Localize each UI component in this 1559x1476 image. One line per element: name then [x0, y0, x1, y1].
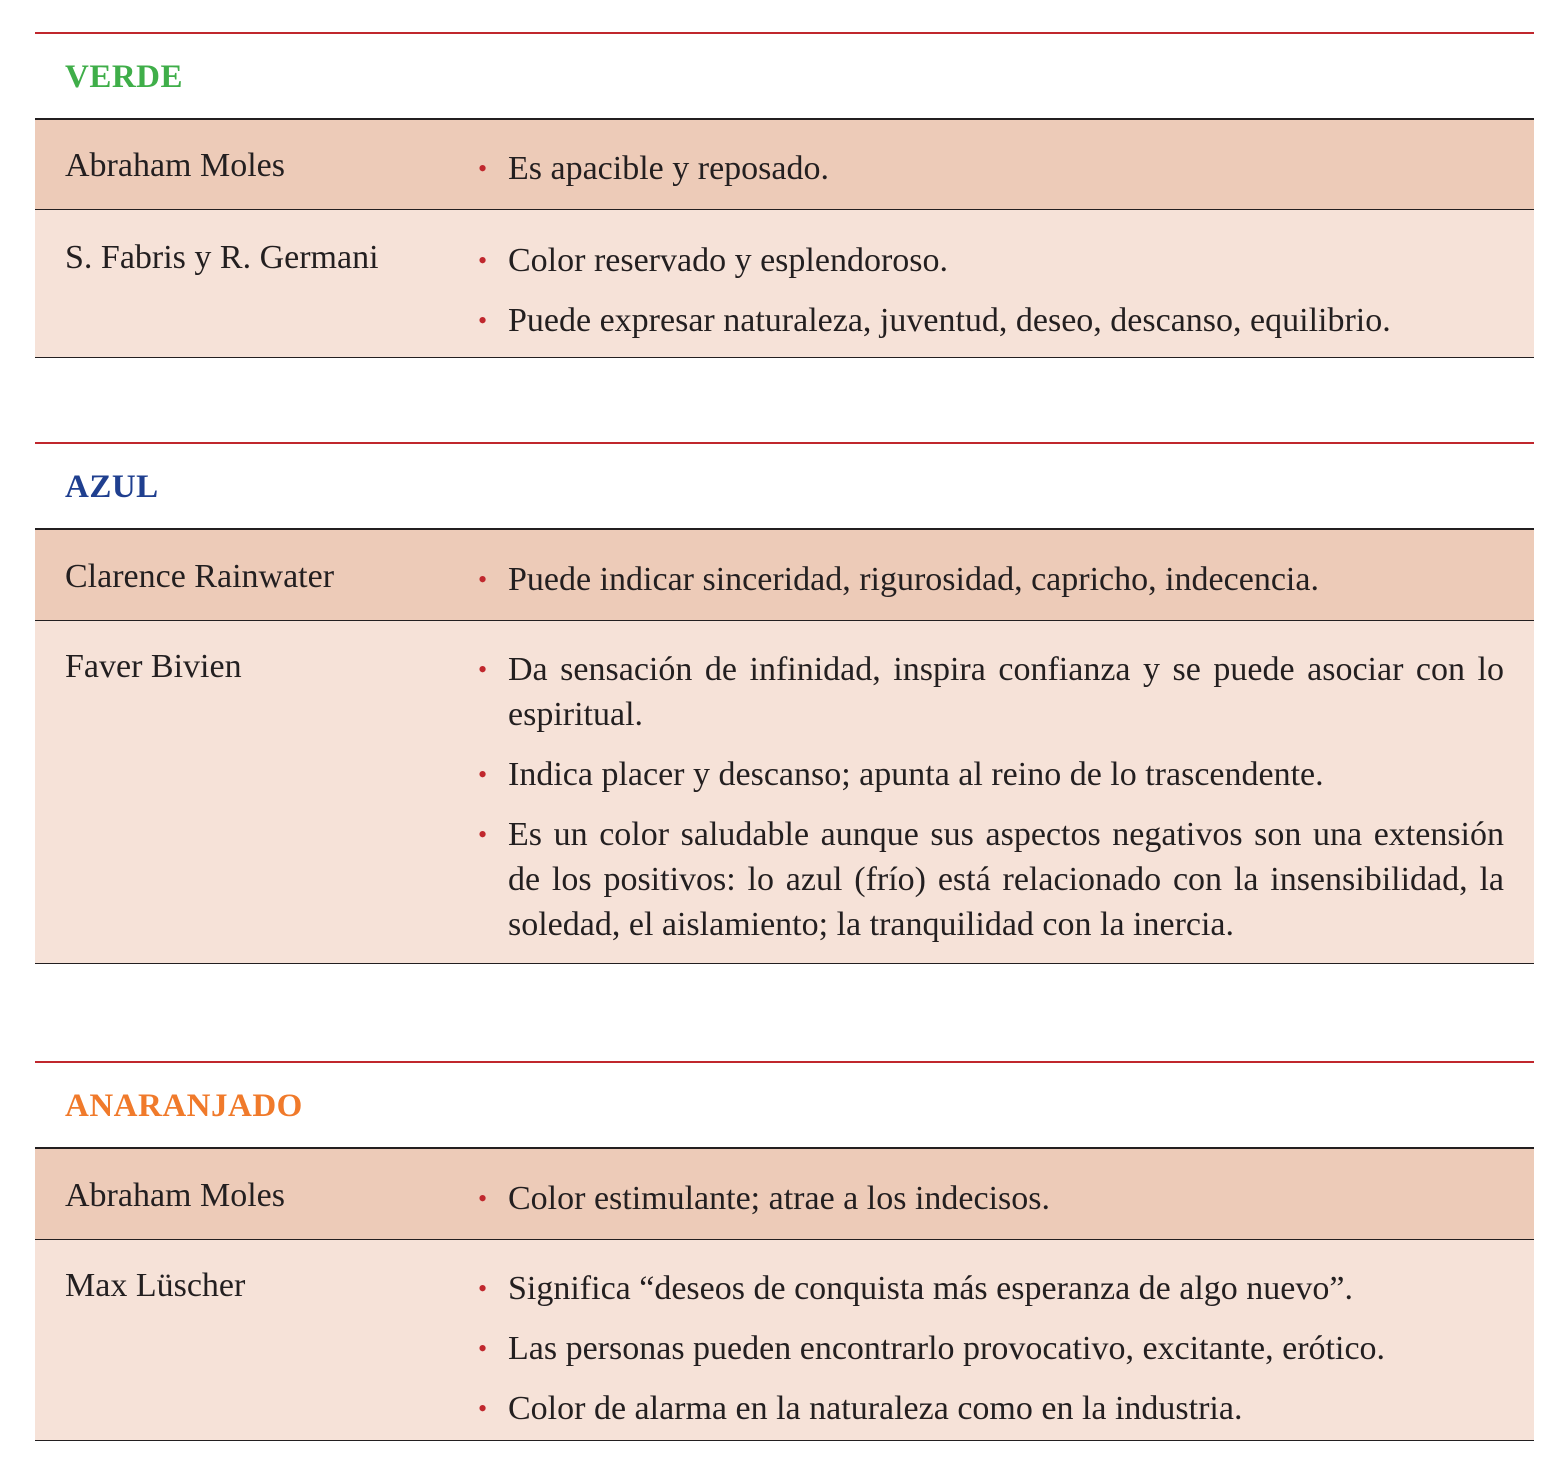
bullet-icon: •	[478, 1334, 488, 1363]
table-row	[35, 530, 1534, 621]
statement-list	[478, 1266, 1534, 1440]
statement-text: Color estimulante; atrae a los indecisos.	[508, 1180, 1050, 1217]
list-item	[478, 238, 1504, 283]
bullet-icon: •	[478, 1394, 488, 1423]
section-verde	[35, 32, 1534, 358]
list-item	[478, 146, 1504, 191]
author-name: Abraham Moles	[65, 1177, 286, 1214]
statement-text: Es un color saludable aunque sus aspectos negativos son una extensión de los positivos: lo azul (frío) está relacionado con la insensibilidad, la soledad, el aislamiento; la tranquilidad con la inercia.	[508, 816, 1504, 943]
statement-text: Es apacible y reposado.	[508, 150, 829, 187]
bullet-icon: •	[478, 565, 488, 594]
table-row	[35, 621, 1534, 964]
author-name: Abraham Moles	[65, 147, 286, 184]
statement-list	[478, 557, 1534, 620]
table-row	[35, 1149, 1534, 1240]
statement-list	[478, 238, 1534, 357]
statement-text: Significa “deseos de conquista más esperanza de algo nuevo”.	[508, 1270, 1353, 1307]
bullet-icon: •	[478, 820, 488, 849]
bullet-icon: •	[478, 1184, 488, 1213]
author-name: Max Lüscher	[65, 1267, 246, 1304]
statement-text: Da sensación de infinidad, inspira confianza y se puede asociar con lo espiritual.	[508, 651, 1504, 733]
author-name: Clarence Rainwater	[65, 558, 335, 595]
table-row	[35, 210, 1534, 358]
list-item	[478, 1266, 1504, 1311]
list-item	[478, 1326, 1504, 1371]
bullet-icon: •	[478, 154, 488, 183]
statement-text: Puede indicar sinceridad, rigurosidad, capricho, indecencia.	[508, 561, 1319, 598]
section-title: ANARANJADO	[35, 1063, 1534, 1149]
list-item	[478, 1386, 1504, 1431]
bullet-icon: •	[478, 760, 488, 789]
list-item	[478, 298, 1504, 343]
table-row	[35, 1240, 1534, 1441]
section-title: AZUL	[35, 444, 1534, 530]
statement-text: Las personas pueden encontrarlo provocativo, excitante, erótico.	[508, 1330, 1386, 1367]
list-item	[478, 647, 1504, 737]
statement-text: Indica placer y descanso; apunta al reino de lo trascendente.	[508, 756, 1324, 793]
section-azul	[35, 442, 1534, 964]
bullet-icon: •	[478, 1274, 488, 1303]
list-item	[478, 752, 1504, 797]
list-item	[478, 557, 1504, 602]
list-item	[478, 1176, 1504, 1221]
author-name: Faver Bivien	[65, 648, 242, 685]
statement-list	[478, 647, 1534, 963]
bullet-icon: •	[478, 306, 488, 335]
statement-text: Color reservado y esplendoroso.	[508, 242, 949, 279]
statement-text: Puede expresar naturaleza, juventud, deseo, descanso, equilibrio.	[508, 302, 1391, 339]
table-row	[35, 120, 1534, 210]
bullet-icon: •	[478, 655, 488, 684]
statement-list	[478, 1176, 1534, 1239]
section-anaranjado	[35, 1061, 1534, 1441]
author-name: S. Fabris y R. Germani	[65, 239, 379, 276]
statement-text: Color de alarma en la naturaleza como en la industria.	[508, 1390, 1243, 1427]
list-item	[478, 812, 1504, 947]
section-title: VERDE	[35, 34, 1534, 120]
bullet-icon: •	[478, 246, 488, 275]
statement-list	[478, 146, 1534, 209]
